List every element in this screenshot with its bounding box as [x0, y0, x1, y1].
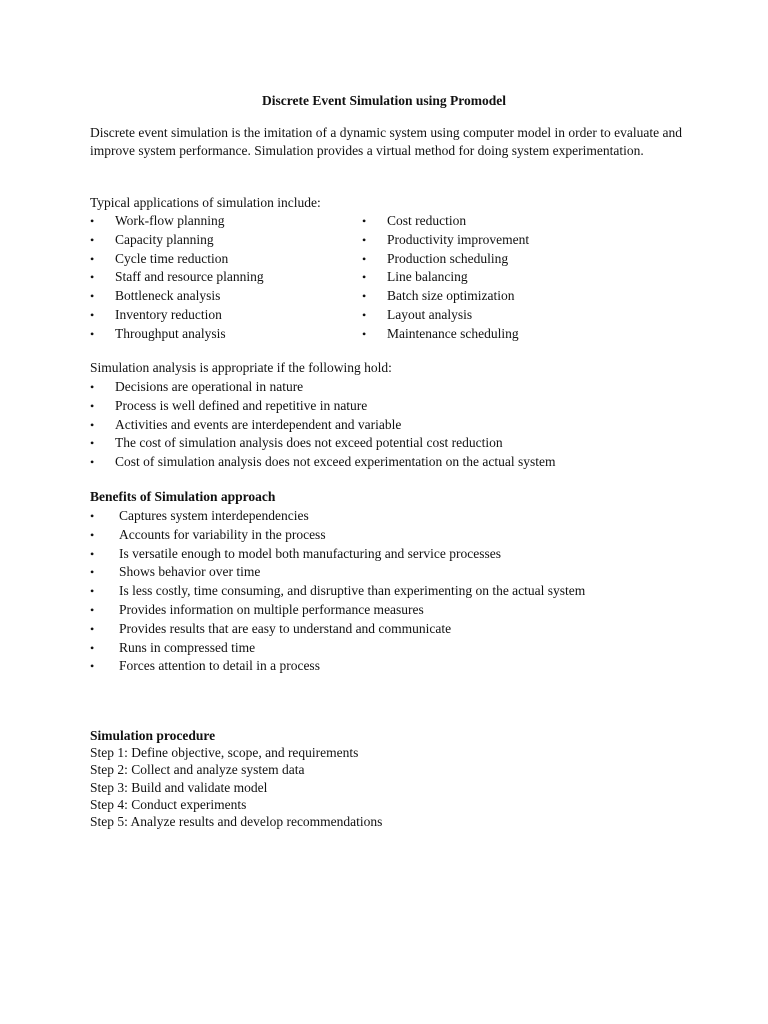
applications-label: Typical applications of simulation include: [90, 195, 321, 210]
list-item: • Decisions are operational in nature [90, 378, 710, 397]
benefits-section [90, 507, 710, 676]
bullet-icon: • [362, 289, 367, 304]
bullet-icon: • [362, 251, 367, 266]
hold-conditions-label: Simulation analysis is appropriate if the following hold: [90, 360, 392, 375]
bullet-icon: • [362, 307, 367, 322]
list-item: • Batch size optimization [362, 287, 662, 306]
list-item: • Runs in compressed time [90, 639, 710, 658]
applications-left-column [90, 212, 350, 344]
list-item: • Productivity improvement [362, 231, 662, 250]
applications-left-list [90, 212, 350, 344]
applications-right-list [362, 212, 662, 344]
bullet-icon: • [90, 602, 95, 617]
procedure-step: Step 5: Analyze results and develop recommendations [90, 814, 383, 830]
bullet-icon: • [90, 289, 95, 304]
bullet-icon: • [90, 640, 95, 655]
bullet-icon: • [90, 307, 95, 322]
list-item: • Activities and events are interdependent and variable [90, 416, 710, 435]
bullet-icon: • [90, 380, 95, 394]
list-item: • Shows behavior over time [90, 563, 710, 582]
bullet-icon: • [90, 509, 95, 523]
bullet-icon: • [362, 270, 367, 285]
bullet-icon: • [90, 455, 95, 470]
list-item: • The cost of simulation analysis does not exceed potential cost reduction [90, 434, 710, 453]
bullet-icon: • [90, 546, 95, 561]
bullet-icon: • [90, 251, 95, 266]
intro-paragraph: Discrete event simulation is the imitation of a dynamic system using computer model in order to evaluate and improve system performance. Simulation provides a virtual method for doing system experimentation. [90, 125, 682, 158]
bullet-icon: • [90, 565, 95, 580]
list-item: • Process is well defined and repetitive in nature [90, 397, 710, 416]
bullet-icon: • [90, 527, 95, 542]
list-item: • Is versatile enough to model both manufacturing and service processes [90, 545, 710, 564]
bullet-icon: • [90, 398, 95, 413]
procedure-step: Step 3: Build and validate model [90, 779, 268, 795]
applications-right-column [362, 212, 662, 344]
list-item: • Line balancing [362, 268, 662, 287]
bullet-icon: • [90, 436, 95, 451]
bullet-icon: • [90, 270, 95, 285]
benefits-list [90, 507, 710, 676]
bullet-icon: • [362, 326, 367, 341]
list-item: • Captures system interdependencies [90, 507, 710, 526]
list-item: • Forces attention to detail in a process [90, 657, 710, 676]
bullet-icon: • [90, 584, 95, 599]
list-item: • Cycle time reduction [90, 250, 350, 269]
procedure-step: Step 2: Collect and analyze system data [90, 762, 305, 778]
hold-conditions-section [90, 378, 710, 472]
list-item: • Is less costly, time consuming, and disruptive than experimenting on the actual system [90, 582, 710, 601]
list-item: • Throughput analysis [90, 325, 350, 344]
bullet-icon: • [90, 621, 95, 636]
list-item: • Inventory reduction [90, 306, 350, 325]
procedure-step: Step 4: Conduct experiments [90, 796, 247, 812]
list-item: • Layout analysis [362, 306, 662, 325]
list-item: • Production scheduling [362, 250, 662, 269]
procedure-heading: Simulation procedure [90, 728, 216, 743]
hold-conditions-list [90, 378, 710, 472]
list-item: • Staff and resource planning [90, 268, 350, 287]
list-item: • Provides results that are easy to understand and communicate [90, 620, 710, 639]
list-item: • Capacity planning [90, 231, 350, 250]
list-item: • Cost of simulation analysis does not exceed experimentation on the actual system [90, 453, 710, 472]
procedure-step: Step 1: Define objective, scope, and requirements [90, 745, 359, 760]
list-item: • Bottleneck analysis [90, 287, 350, 306]
list-item: • Work-flow planning [90, 212, 350, 231]
benefits-heading: Benefits of Simulation approach [90, 489, 276, 504]
bullet-icon: • [362, 214, 367, 228]
bullet-icon: • [90, 659, 95, 674]
list-item: • Cost reduction [362, 212, 662, 231]
bullet-icon: • [90, 214, 95, 228]
page-title: Discrete Event Simulation using Promodel [261, 93, 506, 108]
bullet-icon: • [90, 232, 95, 247]
list-item: • Provides information on multiple performance measures [90, 601, 710, 620]
bullet-icon: • [362, 232, 367, 247]
bullet-icon: • [90, 417, 95, 432]
list-item: • Maintenance scheduling [362, 325, 662, 344]
bullet-icon: • [90, 326, 95, 341]
procedure-steps [90, 744, 590, 830]
list-item: • Accounts for variability in the process [90, 526, 710, 545]
